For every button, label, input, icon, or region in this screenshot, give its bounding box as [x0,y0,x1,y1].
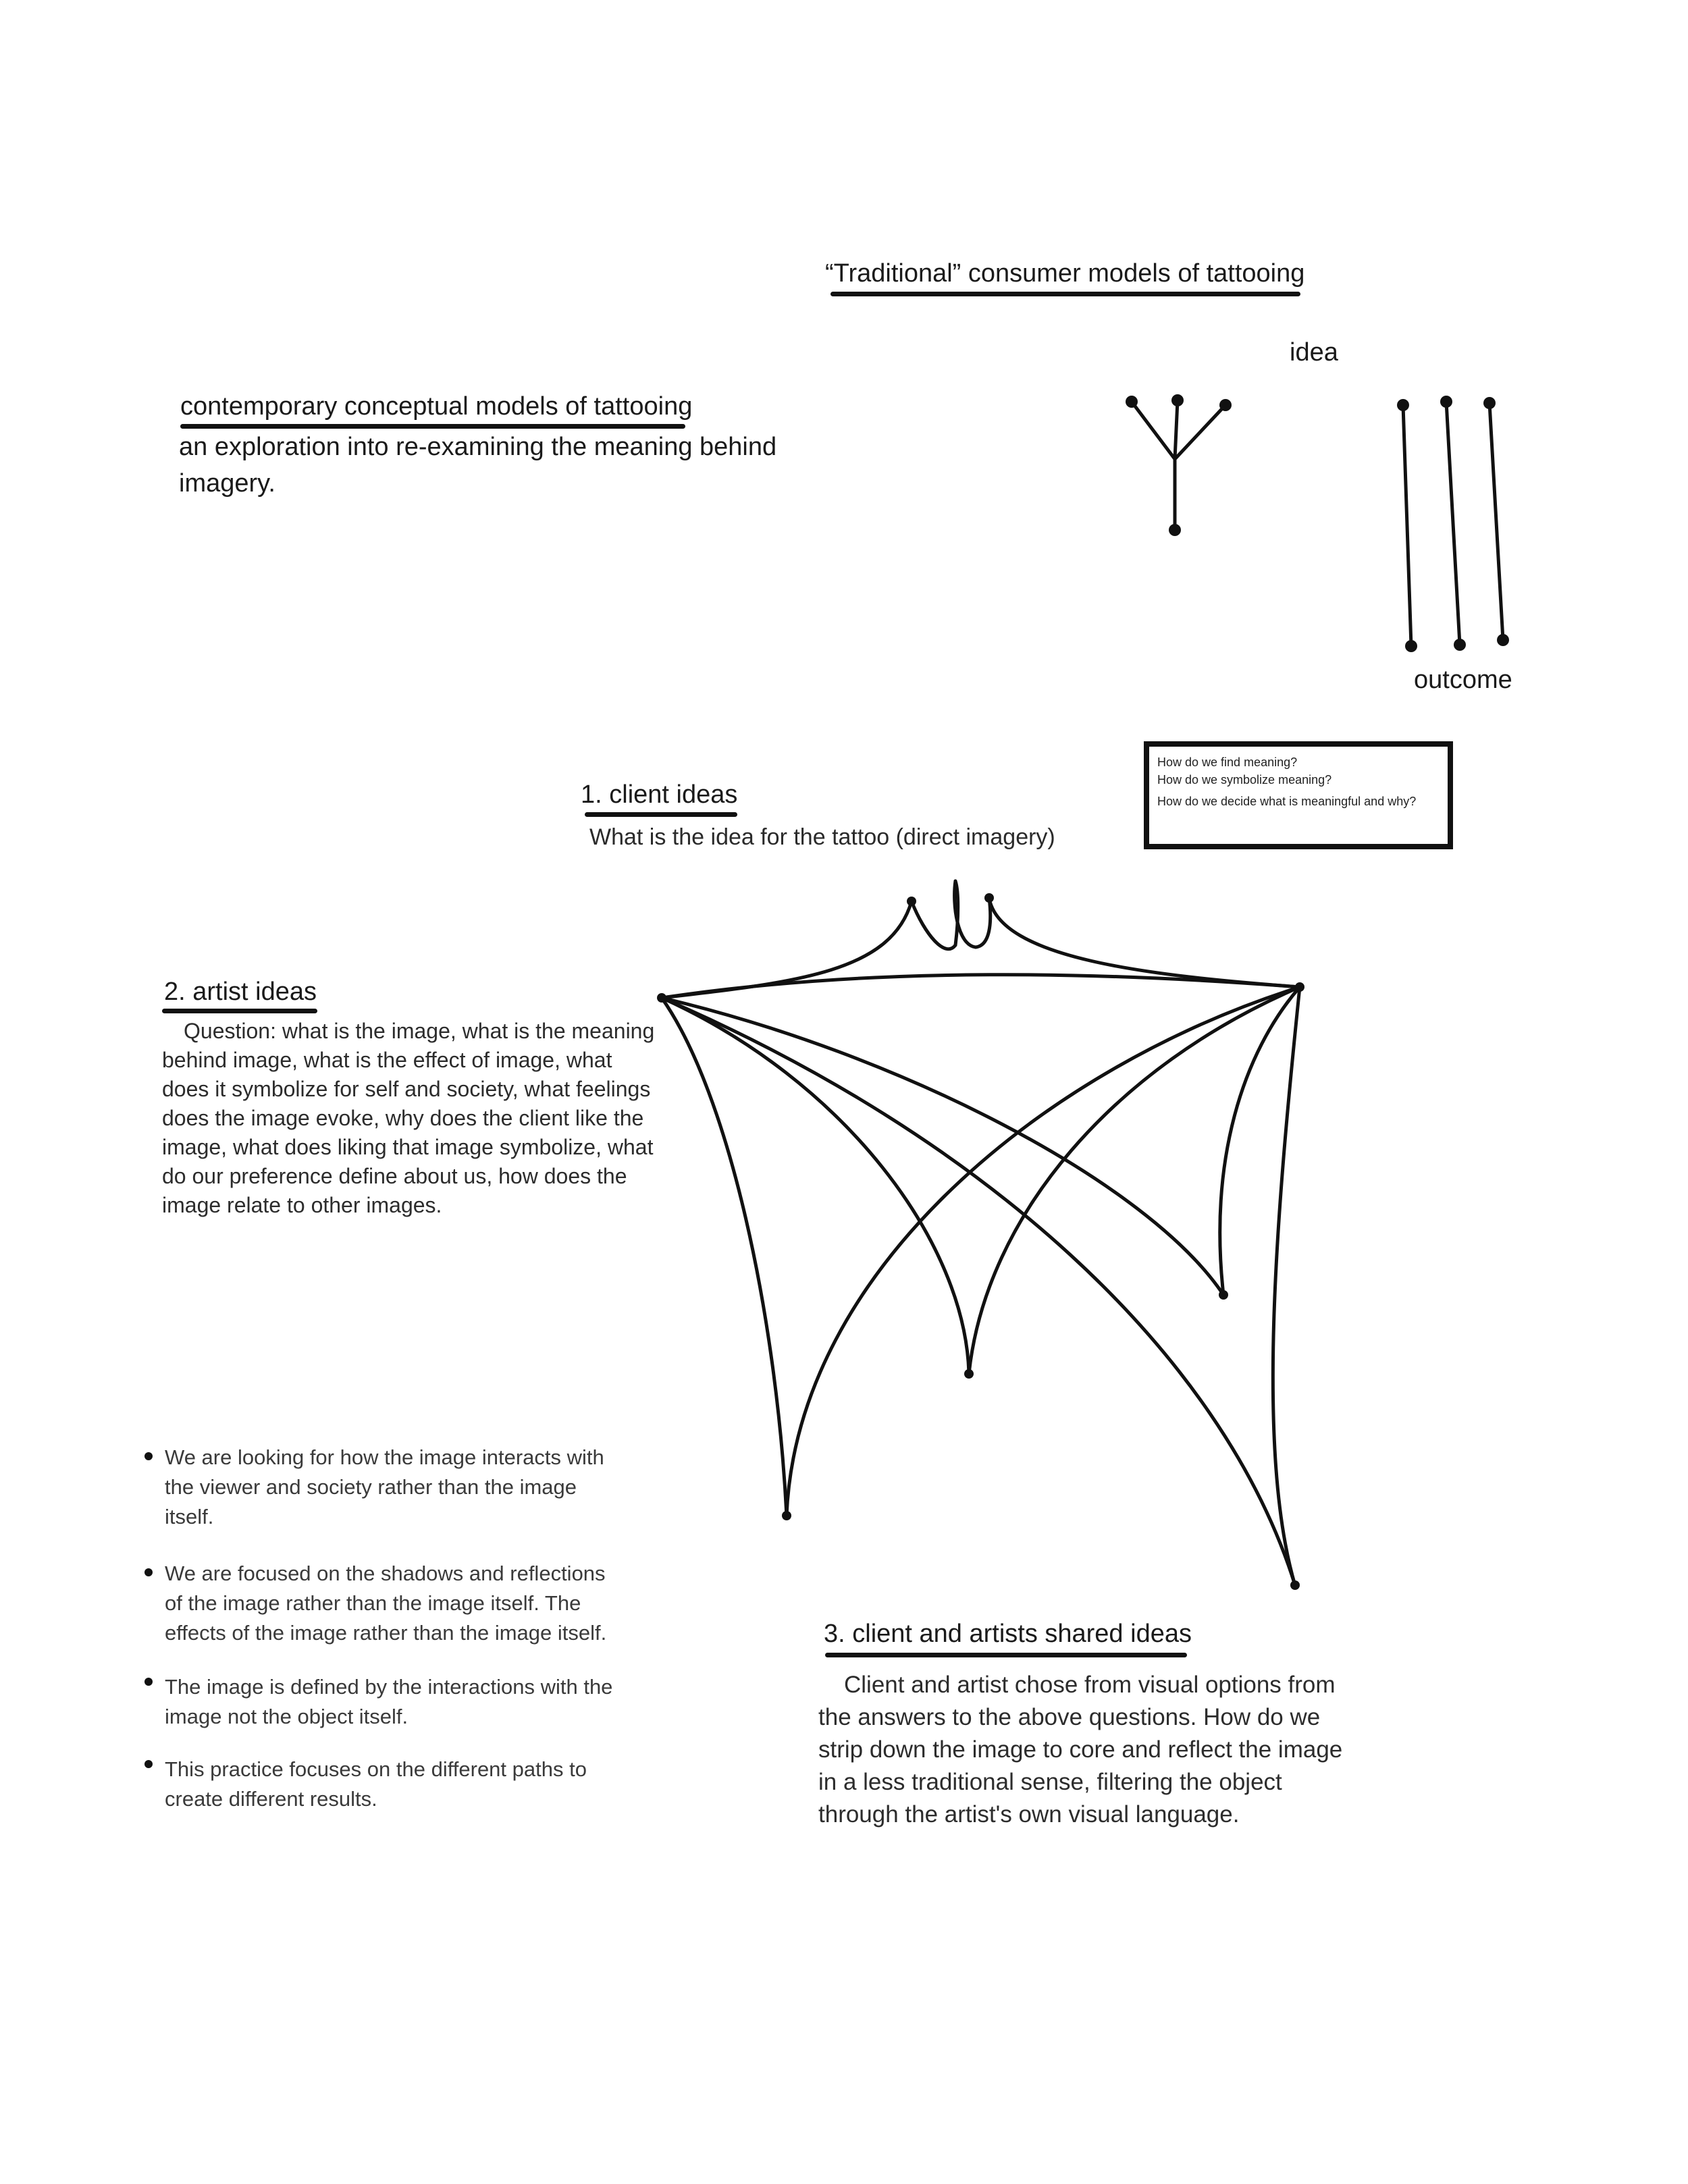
questions-box [1144,741,1453,849]
bullet-item [150,1443,623,1532]
client-ideas-title: 1. client ideas [581,780,738,809]
web-node-dot [782,1511,791,1520]
tree-node-dot [1169,524,1181,536]
path-node-dot [1405,640,1417,652]
bullet-dot [144,1678,153,1686]
shared-ideas-title: 3. client and artists shared ideas [824,1620,1192,1648]
web-node-dot [984,893,994,903]
bullet-dot [144,1760,153,1768]
bullet-dot [144,1568,153,1576]
tree-node-dot [1219,399,1232,411]
traditional-title-underline [830,292,1300,296]
path-node-dot [1440,396,1452,408]
web-diagram [662,881,1300,1585]
branching-tree-diagram [1132,400,1225,530]
contemporary-title-underline [180,424,685,429]
client-ideas-underline [585,812,737,817]
bullet-text: We are focused on the shadows and reflections of the image rather than the image itself. The effects of the image rather than the image itself. [165,1562,607,1645]
web-node-dot [1290,1580,1300,1590]
path-node-dot [1454,639,1466,651]
web-node-dot [1295,982,1304,992]
bullet-list [150,1443,623,1837]
contemporary-subtitle: an exploration into re-examining the meaning behind imagery. [179,433,777,498]
bullet-text: We are looking for how the image interacts with the viewer and society rather than the image itself. [165,1445,604,1528]
artist-ideas-underline [162,1009,317,1013]
path-node-dot [1497,634,1509,646]
web-node-dot [657,993,666,1003]
outcome-label: outcome [1414,666,1512,694]
client-ideas-text: What is the idea for the tattoo (direct imagery) [589,824,1055,850]
web-node-dot [907,897,916,906]
web-node-dot [964,1369,974,1379]
bullet-item [150,1755,623,1814]
parallel-paths-diagram [1403,402,1503,646]
bullet-item [150,1672,623,1732]
contemporary-title: contemporary conceptual models of tattooing [180,392,693,421]
bullet-dot [144,1452,153,1460]
tree-node-dot [1126,396,1138,408]
traditional-title: “Traditional” consumer models of tattooing [825,259,1305,288]
web-node-dot [1219,1290,1228,1300]
question-line: How do we decide what is meaningful and why? [1157,795,1417,808]
idea-label: idea [1290,338,1338,367]
tree-node-dot [1171,394,1184,406]
bullet-text: This practice focuses on the different paths to create different results. [165,1757,587,1811]
artist-ideas-title: 2. artist ideas [164,978,317,1006]
path-node-dot [1483,397,1496,409]
bullet-item [150,1559,623,1648]
question-line: How do we find meaning? [1157,755,1298,769]
question-line: How do we symbolize meaning? [1157,773,1332,787]
path-node-dot [1397,399,1409,411]
shared-ideas-underline [825,1653,1187,1657]
bullet-text: The image is defined by the interactions with the image not the object itself. [165,1675,613,1728]
artist-ideas-text: Question: what is the image, what is the meaning behind image, what is the effect of image, what does it symbolize for self and society, what feelings does the image evoke, why does the client like the image, what does liking that image symbolize, what do our preference define about us, how does the image relate to other images. [162,1019,655,1217]
shared-ideas-text: Client and artist chose from visual options from the answers to the above questions. How do we strip down the image to core and reflect the image in a less traditional sense, filtering the object through the artist's own visual language. [818,1672,1343,1828]
